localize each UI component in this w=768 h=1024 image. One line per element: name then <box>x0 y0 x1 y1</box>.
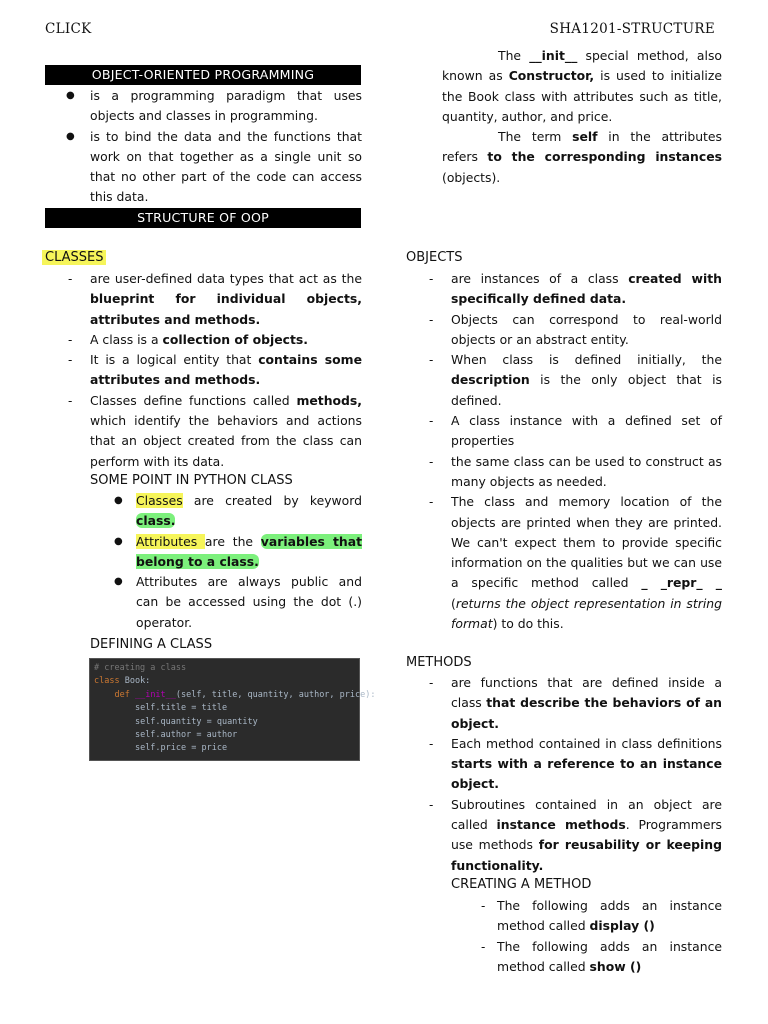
code-line: self.title = title <box>134 703 228 714</box>
list-item <box>442 46 722 127</box>
text-run: contains some attributes and methods. <box>90 352 362 388</box>
list-item <box>114 491 362 532</box>
text-run: are created by keyword <box>182 493 362 508</box>
list-item <box>429 350 722 411</box>
defining-heading: DEFINING A CLASS <box>90 637 213 652</box>
text-run: The <box>498 48 530 63</box>
text-run: created with specifically defined data. <box>451 271 722 307</box>
list-item <box>114 532 363 573</box>
dash-icon: - <box>429 797 434 812</box>
objects-list <box>429 269 722 634</box>
dash-icon: - <box>429 312 434 327</box>
python-heading: SOME POINT IN PYTHON CLASS <box>90 473 293 488</box>
text-run: ( <box>451 595 456 611</box>
creating-method-list <box>481 896 722 977</box>
text-run: The term <box>498 129 573 145</box>
text-run: is used to initialize the Book class with attributes such as title, quantity, author, and price. <box>442 68 722 124</box>
dash-icon: - <box>429 353 434 368</box>
list-item <box>68 350 362 391</box>
text-run: display () <box>589 918 655 934</box>
dash-icon: - <box>429 454 434 469</box>
text-run: show () <box>589 958 642 974</box>
classes-heading: CLASSES <box>42 250 106 265</box>
dash-icon: - <box>68 332 73 347</box>
section-bar-oop: OBJECT-ORIENTED PROGRAMMING <box>45 65 361 85</box>
text-run: self <box>572 129 598 145</box>
list-item <box>68 391 362 472</box>
text-run: is the only object that is defined. <box>451 372 722 408</box>
dash-icon: - <box>481 899 486 913</box>
dash-icon: - <box>68 393 73 408</box>
text-run: The following adds an instance method called <box>497 898 722 934</box>
text-run: It is a logical entity that <box>90 352 259 368</box>
dash-icon: - <box>429 414 434 429</box>
text-run: the same class can be used to construct as many objects as needed. <box>451 453 722 489</box>
list-item <box>68 330 362 350</box>
list-item <box>429 452 722 493</box>
text-run: that describe the behaviors of an object. <box>451 695 723 731</box>
text-run: collection of objects. <box>162 331 309 347</box>
text-run: methods, <box>296 392 362 408</box>
methods-list <box>429 673 723 876</box>
text-run: A class instance with a defined set of properties <box>451 413 722 449</box>
code-params: (self, title, quantity, author, price): <box>175 689 376 700</box>
code-keyword: class <box>94 676 120 687</box>
text-run: When class is defined initially, the <box>451 352 722 368</box>
section-bar-structure: STRUCTURE OF OOP <box>45 208 361 228</box>
text-run: The following adds an instance method called <box>497 938 722 974</box>
python-bullet-list <box>114 491 363 633</box>
dash-icon: - <box>429 676 434 690</box>
code-snippet-image <box>89 658 376 761</box>
list-item <box>481 937 722 978</box>
bullet-icon: ● <box>114 495 123 506</box>
dash-icon: - <box>68 272 73 286</box>
text-run: __init__ <box>529 48 578 63</box>
text-run: Each method contained in class definitions <box>451 735 722 751</box>
list-item <box>429 734 722 795</box>
list-item <box>429 795 722 876</box>
text-run: Objects can correspond to real-world objects or an abstract entity. <box>451 311 722 347</box>
text-run: instance methods <box>496 817 626 833</box>
text-run: . Programmers use methods <box>451 817 722 853</box>
text-run: Classes <box>136 493 183 508</box>
code-function-name: __init__ <box>129 689 176 700</box>
list-item <box>442 127 722 188</box>
list-item <box>68 269 362 330</box>
text-run: variables that belong to a class. <box>136 533 363 569</box>
list-item <box>429 492 722 634</box>
text-run: ) to do this. <box>492 616 564 632</box>
text-run: are the <box>204 533 261 549</box>
bullet-icon: ● <box>66 90 75 101</box>
code-class-name: Book: <box>119 676 151 687</box>
methods-heading: METHODS <box>406 655 472 670</box>
text-run: are user-defined data types that act as the <box>90 271 362 286</box>
text-run: starts with a reference to an instance object. <box>451 756 722 792</box>
list-item <box>114 572 362 633</box>
text-run: returns the object representation in string format <box>451 595 722 632</box>
list-item <box>66 127 362 208</box>
list-item <box>429 673 723 734</box>
dash-icon: - <box>481 939 486 954</box>
text-run: which identify the behaviors and actions that an object created from the class can perform with its data. <box>90 413 362 469</box>
text-run: to the corresponding instances <box>487 149 722 165</box>
text-run: are functions that are defined inside a class <box>451 675 722 711</box>
intro-paragraphs <box>442 46 722 188</box>
text-run: in the attributes refers <box>442 129 722 165</box>
bullet-icon: ● <box>114 576 123 588</box>
dash-icon: - <box>429 495 434 510</box>
header-left: CLICK <box>45 21 92 37</box>
dash-icon: - <box>429 736 434 751</box>
oop-bullet-list <box>66 86 362 208</box>
text-run: description <box>451 372 530 388</box>
code-line: self.quantity = quantity <box>134 716 258 727</box>
text-run: A class is a <box>90 331 163 347</box>
text-run: is to bind the data and the functions that work on that together as a single unit so that no other part of the code can access this data. <box>90 128 362 205</box>
text-run: Subroutines contained in an object are called <box>451 796 722 833</box>
text-run: Classes define functions called <box>90 392 297 408</box>
list-item <box>481 896 722 937</box>
list-item <box>429 310 722 351</box>
text-run: Attributes <box>136 533 205 549</box>
dash-icon: - <box>68 353 73 368</box>
classes-list <box>68 269 362 472</box>
header-right: SHA1201-STRUCTURE <box>549 21 715 37</box>
code-keyword: def <box>114 689 130 700</box>
text-run: The class and memory location of the objects are printed when they are printed. We can't expect them to provide specific information on the qualities but we can use a specific method called <box>451 494 722 591</box>
text-run: for reusability or keeping functionality. <box>451 837 722 873</box>
text-run: is a programming paradigm that uses objects and classes in programming. <box>90 88 362 124</box>
text-run: class. <box>136 513 176 529</box>
objects-heading: OBJECTS <box>406 250 463 265</box>
text-run: are instances of a class <box>451 271 629 286</box>
list-item <box>429 411 722 452</box>
code-line: self.author = author <box>134 730 238 741</box>
list-item <box>429 269 722 310</box>
bullet-icon: ● <box>66 130 75 142</box>
text-run: blueprint for individual objects, attributes and methods. <box>90 291 362 327</box>
creating-method-heading: CREATING A METHOD <box>451 877 592 892</box>
dash-icon: - <box>429 272 434 286</box>
text-run: _ _repr_ _ <box>641 575 722 591</box>
list-item <box>66 86 362 127</box>
code-line: self.price = price <box>134 743 228 754</box>
bullet-icon: ● <box>114 535 123 547</box>
text-run: (objects). <box>442 169 501 185</box>
text-run: special method, also known as <box>442 48 722 84</box>
text-run: Attributes are always public and can be accessed using the dot (.) operator. <box>136 574 362 630</box>
code-comment: # creating a class <box>94 663 187 673</box>
text-run: Constructor, <box>508 68 595 84</box>
